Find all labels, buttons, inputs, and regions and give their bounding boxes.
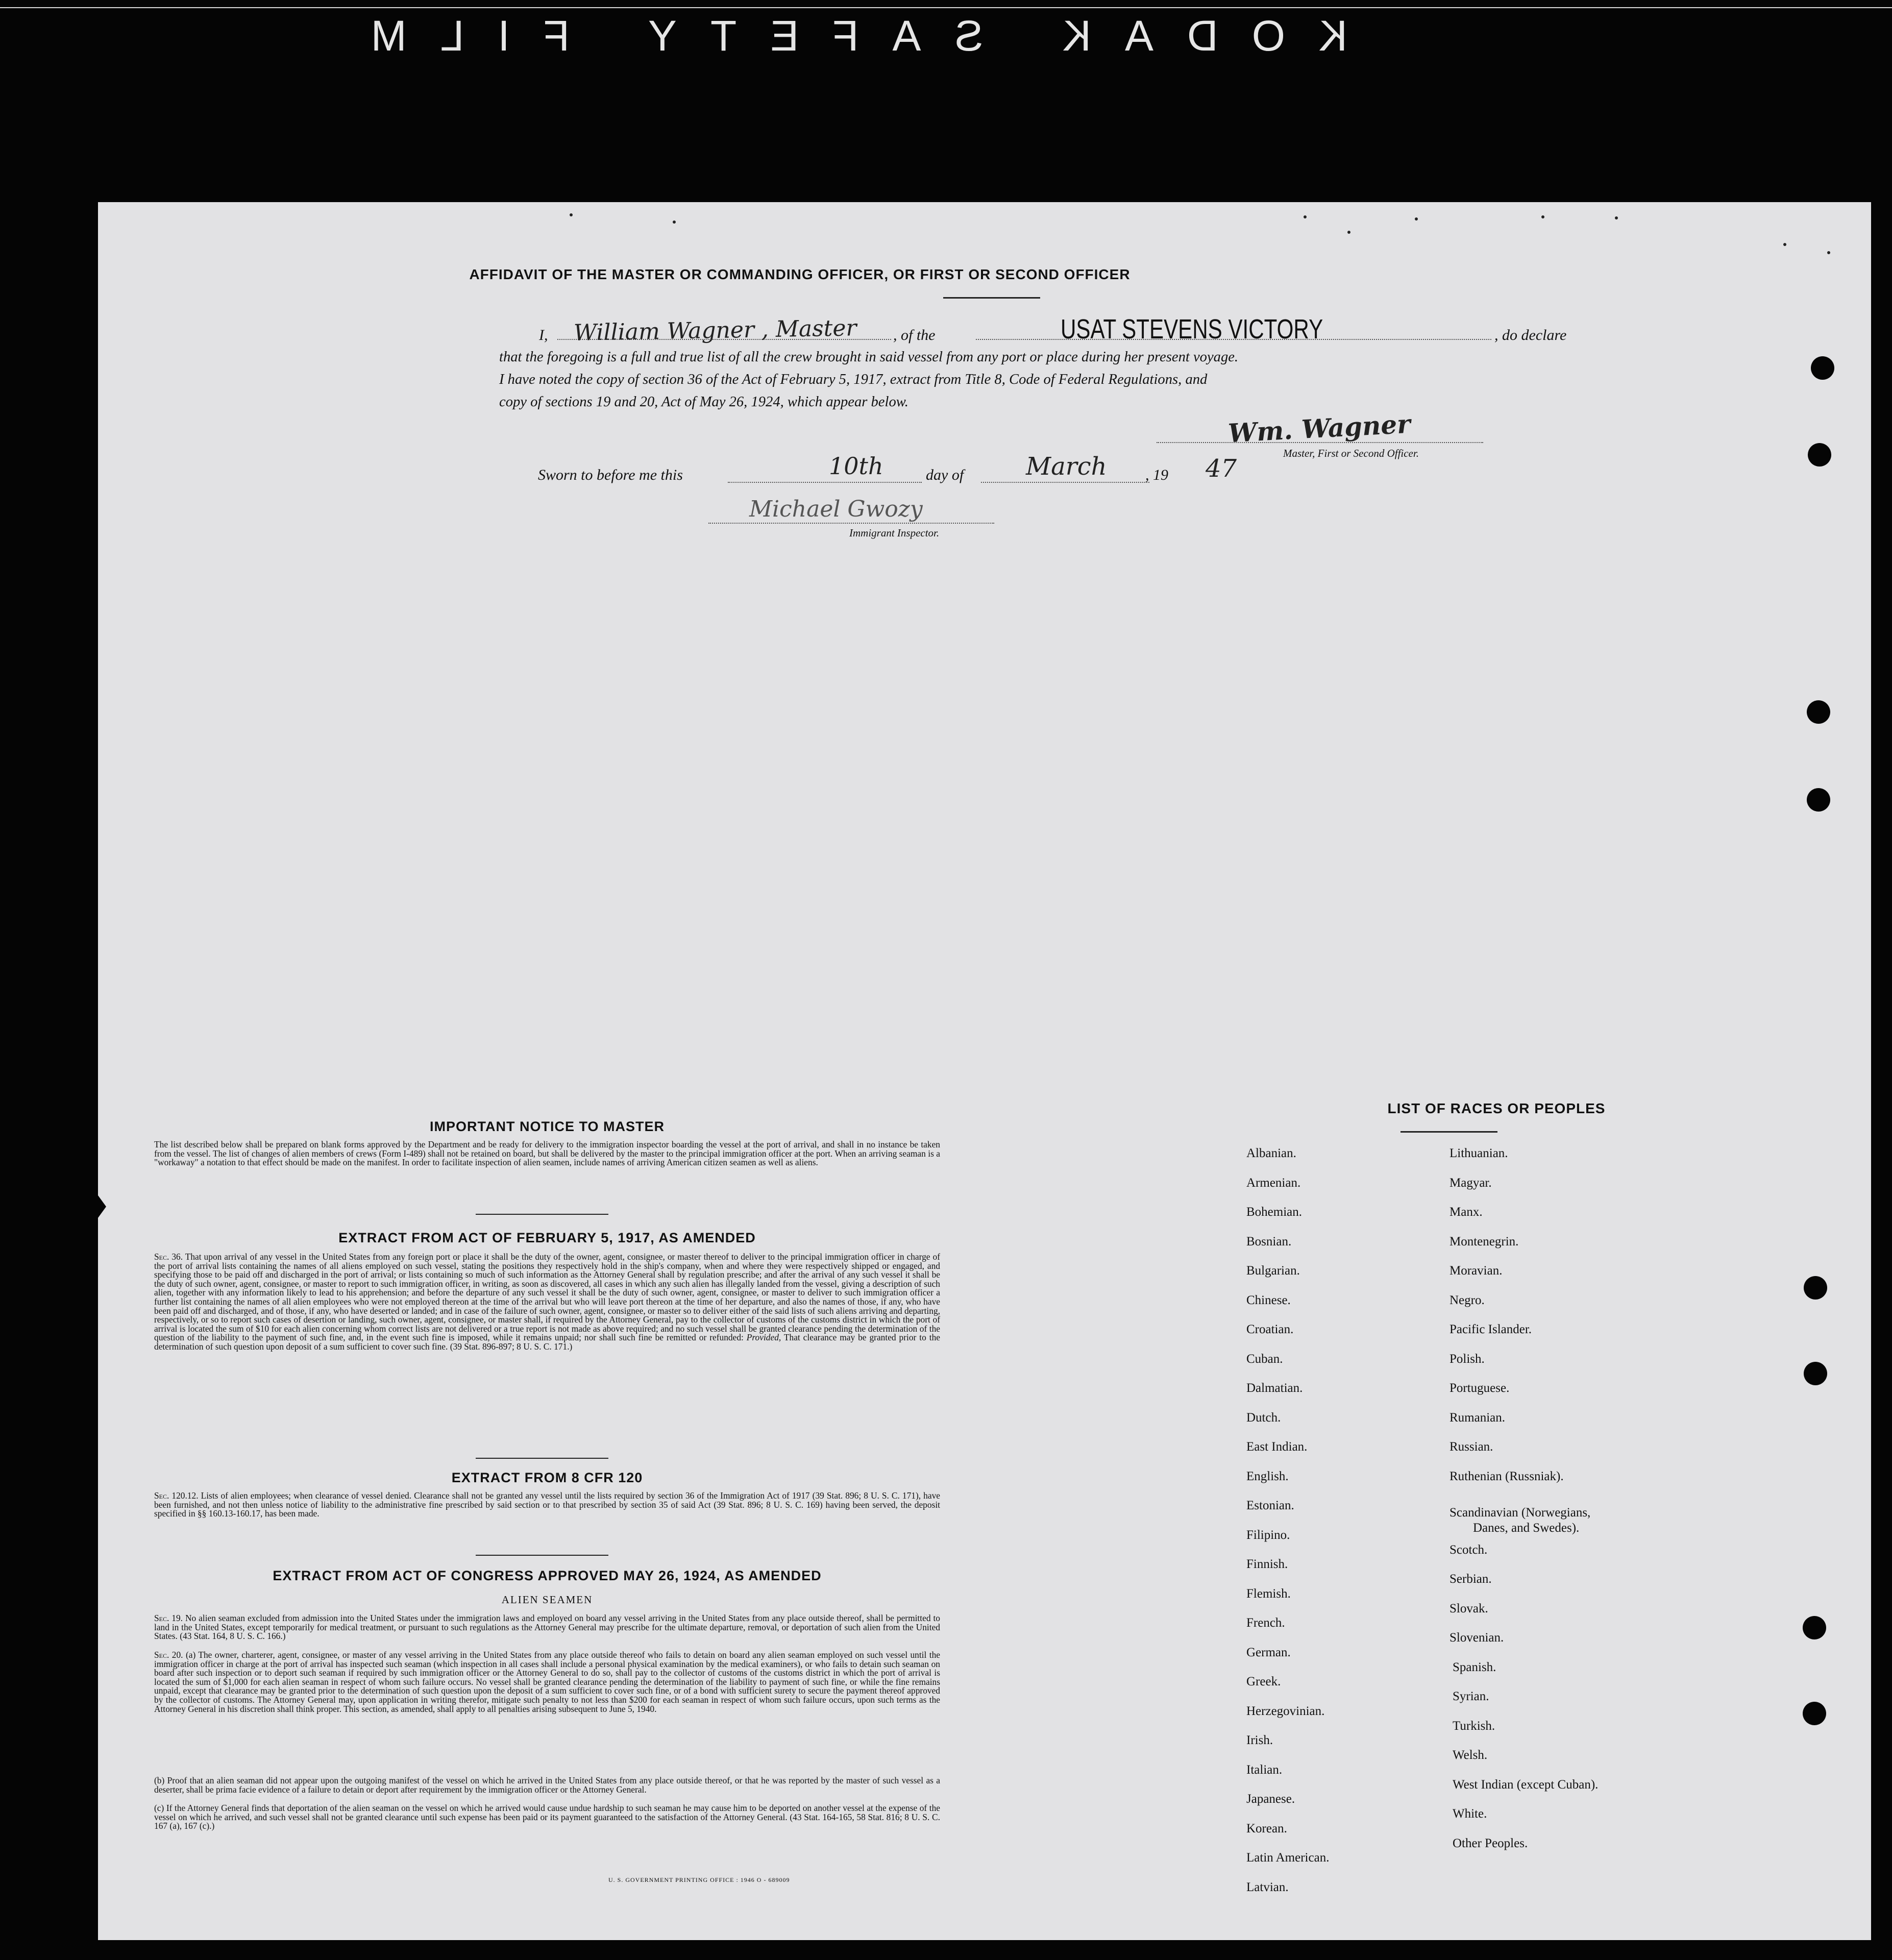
sworn-year: 47 [1206, 454, 1237, 483]
punch-hole [1807, 788, 1830, 812]
race-item: Magyar. [1449, 1175, 1492, 1190]
punch-hole [1804, 1276, 1827, 1300]
race-item: Armenian. [1246, 1175, 1301, 1190]
extract-8cfr-section-number: Sec. 120.12. [154, 1490, 199, 1501]
race-item: Polish. [1449, 1352, 1485, 1366]
film-edge-border [0, 7, 1892, 8]
race-item: Syrian. [1453, 1689, 1489, 1703]
extract-1924-sec20a [154, 1651, 940, 1713]
inspector-signature-label: Immigrant Inspector. [849, 527, 940, 539]
race-item: White. [1453, 1807, 1487, 1821]
speck [570, 213, 573, 216]
affidavit-line1-pre: I, [539, 327, 548, 344]
race-item: Slovenian. [1449, 1631, 1504, 1645]
race-item: Filipino. [1246, 1528, 1290, 1542]
race-item: Manx. [1449, 1205, 1483, 1219]
affidavit-line1-mid: , of the [893, 327, 936, 344]
sec19-body: No alien seaman excluded from admission into the United States under the immigration laws and employed on board any vessel arriving in the United States from any place outside thereof, shall be permitted to land in the United States, except temporarily for medical treatment, or pursuant to such regulations as the Attorney General may prescribe for the ultimate departure, removal, or deportation of such alien from the United States. (43 Stat. 164, 8 U. S. C. 166.) [154, 1613, 940, 1641]
speck [673, 220, 676, 224]
extract-1924-heading: EXTRACT FROM ACT OF CONGRESS APPROVED MAY 26, 1924, AS AMENDED [273, 1568, 822, 1583]
sworn-day-underline [728, 482, 922, 483]
extract-8cfr-rule [476, 1555, 608, 1556]
race-item: Rumanian. [1449, 1410, 1506, 1425]
race-item: Montenegrin. [1449, 1234, 1519, 1248]
extract-1917-rule [476, 1458, 608, 1459]
extract-8cfr-heading: EXTRACT FROM 8 CFR 120 [451, 1470, 643, 1485]
document-page [98, 202, 1871, 1940]
race-item: Dalmatian. [1246, 1381, 1303, 1395]
extract-1917-text [154, 1253, 940, 1352]
speck [1304, 215, 1307, 218]
extract-1924-sec20c: (c) If the Attorney General finds that deportation of the alien seaman on the vessel on which he arrived would cause undue hardship to such seaman he may cause him to be deported on another vessel at the expense of the vessel on which he arrived, and such vessel shall not be granted clearance until such expense has been paid or its payment guaranteed to the satisfaction of the Attorney General. (43 Stat. 164-165, 58 Stat. 816; 8 U. S. C. 167 (a), 167 (c).) [154, 1803, 940, 1831]
race-item: French. [1246, 1616, 1285, 1630]
races-heading: LIST OF RACES OR PEOPLES [1387, 1100, 1606, 1116]
race-item: Moravian. [1449, 1264, 1503, 1278]
punch-hole [1803, 1702, 1826, 1725]
notice-heading: IMPORTANT NOTICE TO MASTER [430, 1119, 665, 1134]
punch-hole [1811, 356, 1834, 380]
extract-8cfr-body: Lists of alien employees; when clearance of vessel denied. Clearance shall not be granted any vessel until the lists required by section 36 of the Immigration Act of 1917 (39 Stat. 896; 8 U. S. C. 171), have been furnished, and not then unless notice of liability to the administrative fine prescribed by said section or to that prescribed by section 35 of said Act (39 Stat. 896; 8 U. S. C. 169) having been served, the deposit specified in §§ 160.13-160.17, has been made. [154, 1490, 940, 1519]
inspector-signature: Michael Gwozy [749, 496, 923, 522]
race-item: Lithuanian. [1449, 1146, 1508, 1160]
race-item: Croatian. [1246, 1322, 1294, 1336]
race-item: Bosnian. [1246, 1234, 1292, 1248]
extract-1924-subheading: ALIEN SEAMEN [501, 1594, 593, 1606]
sworn-month-underline [981, 482, 1149, 483]
notice-rule [476, 1214, 608, 1215]
sworn-year-prefix: , 19 [1145, 467, 1168, 483]
extract-8cfr-text [154, 1491, 940, 1518]
sec20a-body: (a) The owner, charterer, agent, consignee, or master of any vessel arriving in the United States from any place outside thereof who fails to detain on board any alien seaman employed on such vessel until the immigration officer in charge at the port of arrival has inspected such seaman (which inspection in all cases shall include a personal physical examination by the medical examiners), or who fails to detain such seaman on board after such inspection or to deport such seaman if required by such immigration officer or the Attorney General to do so, shall pay to the collector of customs of the customs district in which the port of arrival is located the sum of $1,000 for each alien seaman in respect of whom such failure occurs. No vessel shall be granted clearance pending the determination of the liability to payment of such fine, or while the fine remains unpaid, except that clearance may be granted prior to the determination of such question upon the deposit of a sum sufficient to cover such fine, or of a bond with sufficient surety to secure the payment thereof approved by the collector of customs. The Attorney General may, upon application in writing therefor, mitigate such penalty to not less than $200 for each seaman in respect of whom such failure occurs, upon such terms as the Attorney General in his discretion shall think proper. This section, as amended, shall apply to all penalties arising subsequent to June 5, 1940. [154, 1650, 940, 1714]
page-notch [98, 1195, 106, 1218]
punch-hole [1804, 1362, 1827, 1385]
extract-1924-sec19 [154, 1614, 940, 1641]
extract-1917-body: That upon arrival of any vessel in the United States from any foreign port or place it shall be the duty of the owner, agent, consignee, or master thereof to deliver to the principal immigration officer in charge of the port of arrival lists containing the names of all aliens employed on such vessel, stating the positions they respectively hold in the ship's company, when and where they were respectively shipped or engaged, and specifying those to be paid off and discharged in the port of arrival; or lists containing so much of such information as the Attorney General shall by regulation prescribe; and after the arrival of any such vessel it shall be the duty of such owner, agent, consignee, or master to report to such immigration officer, in writing, as soon as discovered, all cases in which any such alien has illegally landed from the vessel, giving a description of such alien, together with any information likely to lead to his apprehension; and before the departure of any such vessel it shall be the duty of such owner, agent, consignee, or master to deliver to such immigration officer a further list containing the names of all alien employees who were not employed thereon at the time of the arrival but who will leave port thereon at the time of her departure, and also the names of those, if any, who have been paid off and discharged, and of those, if any, who have deserted or landed; and in case of the failure of such owner, agent, consignee, or master so to deliver either of the said lists of such aliens arriving and departing, respectively, or so to report such cases of desertion or landing, such owner, agent, consignee, or master shall, if required by the Attorney General, pay to the collector of customs of the customs district in which the port of arrival is located the sum of $10 for each alien concerning whom correct lists are not delivered or a true report is not made as above required; and no such vessel shall be granted clearance pending the determination of the question of the liability to the payment of such fine, and, in the event such fine is imposed, while it remains unpaid; nor shall such fine be remitted or refunded: [154, 1252, 940, 1343]
race-item: West Indian (except Cuban). [1453, 1777, 1599, 1792]
sworn-month: March [1026, 452, 1107, 481]
speck [1541, 215, 1544, 218]
race-item: Irish. [1246, 1733, 1273, 1747]
race-item: Ruthenian (Russniak). [1449, 1469, 1564, 1483]
race-item: Spanish. [1453, 1660, 1496, 1674]
affidavit-title: AFFIDAVIT OF THE MASTER OR COMMANDING OFFICER, OR FIRST OR SECOND OFFICER [469, 266, 1131, 282]
affidavit-line2: that the foregoing is a full and true list of all the crew brought in said vessel from any port or place during her present voyage. [499, 349, 1239, 365]
race-item: Bulgarian. [1246, 1264, 1300, 1278]
gpo-imprint: U. S. GOVERNMENT PRINTING OFFICE : 1946 O - 689009 [608, 1876, 790, 1883]
extract-1917-section-number: Sec. 36. [154, 1252, 183, 1262]
race-item: Japanese. [1246, 1792, 1295, 1806]
speck [1615, 216, 1618, 219]
race-item: Portuguese. [1449, 1381, 1510, 1395]
speck [1783, 243, 1786, 246]
race-item: Albanian. [1246, 1146, 1296, 1160]
race-item: Slovak. [1449, 1601, 1488, 1615]
races-heading-rule [1400, 1131, 1497, 1133]
speck [1347, 231, 1350, 234]
race-item: Dutch. [1246, 1410, 1281, 1425]
race-item: East Indian. [1246, 1440, 1308, 1454]
race-item: Korean. [1246, 1821, 1287, 1835]
punch-hole [1807, 700, 1830, 724]
sec20-number: Sec. 20. [154, 1650, 183, 1660]
race-item: Danes, and Swedes). [1473, 1521, 1580, 1535]
race-item: Estonian. [1246, 1499, 1294, 1512]
race-item: Welsh. [1453, 1748, 1488, 1762]
extract-1924-sec20b: (b) Proof that an alien seaman did not appear upon the outgoing manifest of the vessel on which he arrived in the United States from any place outside thereof, or that he was reported by the master of such vessel as a deserter, shall be prima facie evidence of a failure to detain or deport after requirement by the immigration officer or the Attorney General. [154, 1775, 940, 1795]
film-edge-text: KODAK SAFETY FILM [337, 12, 1347, 60]
notice-text: The list described below shall be prepared on blank forms approved by the Department and be ready for delivery to the immigration inspector boarding the vessel at the port of arrival, and shall in no instance be taken from the vessel. The list of changes of alien members of crews (Form I-489) shall not be retained on board, but shall be delivered by the master to the principal immigration officer at the port. When an arriving seaman is a "workaway" a notation to that effect should be made on the manifest. In order to facilitate inspection of alien seamen, include names of arriving American citizen seamen as well as aliens. [154, 1139, 940, 1168]
speck [1827, 251, 1830, 254]
race-item: Flemish. [1246, 1586, 1291, 1601]
race-item: Cuban. [1246, 1352, 1283, 1366]
extract-1917-proviso: Provided, [746, 1332, 781, 1343]
race-item: Bohemian. [1246, 1205, 1303, 1219]
race-item: Turkish. [1453, 1719, 1495, 1733]
race-item: Scotch. [1449, 1542, 1488, 1557]
extract-1917-body-2: That clearance may be granted prior to the determination of such question upon deposit of a sum sufficient to cover such fine. (39 Stat. 896-897; 8 U. S. C. 171.) [154, 1332, 940, 1352]
race-item: Scandinavian (Norwegians, [1449, 1506, 1591, 1520]
race-item: Finnish. [1246, 1557, 1288, 1571]
race-item: Pacific Islander. [1449, 1322, 1532, 1336]
punch-hole [1803, 1616, 1826, 1639]
race-item: Serbian. [1449, 1572, 1492, 1586]
race-item: Russian. [1449, 1440, 1493, 1454]
sworn-label: Sworn to before me this [538, 467, 683, 483]
speck [1415, 217, 1418, 220]
inspector-signature-line [708, 523, 994, 524]
punch-hole [1808, 443, 1831, 467]
sec19-number: Sec. 19. [154, 1613, 183, 1623]
affidavit-line1-post: , do declare [1494, 327, 1567, 344]
sworn-day-of-label: day of [926, 467, 964, 483]
race-item: Herzegovinian. [1246, 1704, 1325, 1718]
declarant-signature: William Wagner , Master [573, 315, 857, 346]
race-item: Italian. [1246, 1762, 1283, 1777]
film-edge [0, 0, 1892, 66]
vessel-name-stamp: USAT STEVENS VICTORY [1061, 314, 1323, 345]
race-item: Greek. [1246, 1675, 1281, 1688]
affidavit-line4: copy of sections 19 and 20, Act of May 26, 1924, which appear below. [499, 394, 908, 410]
race-item: English. [1246, 1469, 1289, 1483]
race-item: Other Peoples. [1453, 1836, 1528, 1850]
extract-1917-heading: EXTRACT FROM ACT OF FEBRUARY 5, 1917, AS AMENDED [338, 1230, 756, 1245]
master-signature: Wm. Wagner [1227, 408, 1411, 449]
sworn-day: 10th [829, 452, 883, 480]
race-item: German. [1246, 1645, 1291, 1659]
race-item: Negro. [1449, 1293, 1485, 1307]
race-item: Latin American. [1246, 1851, 1330, 1865]
affidavit-line3: I have noted the copy of section 36 of the Act of February 5, 1917, extract from Title 8, Code of Federal Regulations, and [499, 372, 1208, 387]
race-item: Latvian. [1246, 1880, 1289, 1894]
affidavit-title-rule [943, 297, 1040, 299]
master-signature-label: Master, First or Second Officer. [1283, 447, 1419, 459]
race-item: Chinese. [1246, 1293, 1291, 1307]
